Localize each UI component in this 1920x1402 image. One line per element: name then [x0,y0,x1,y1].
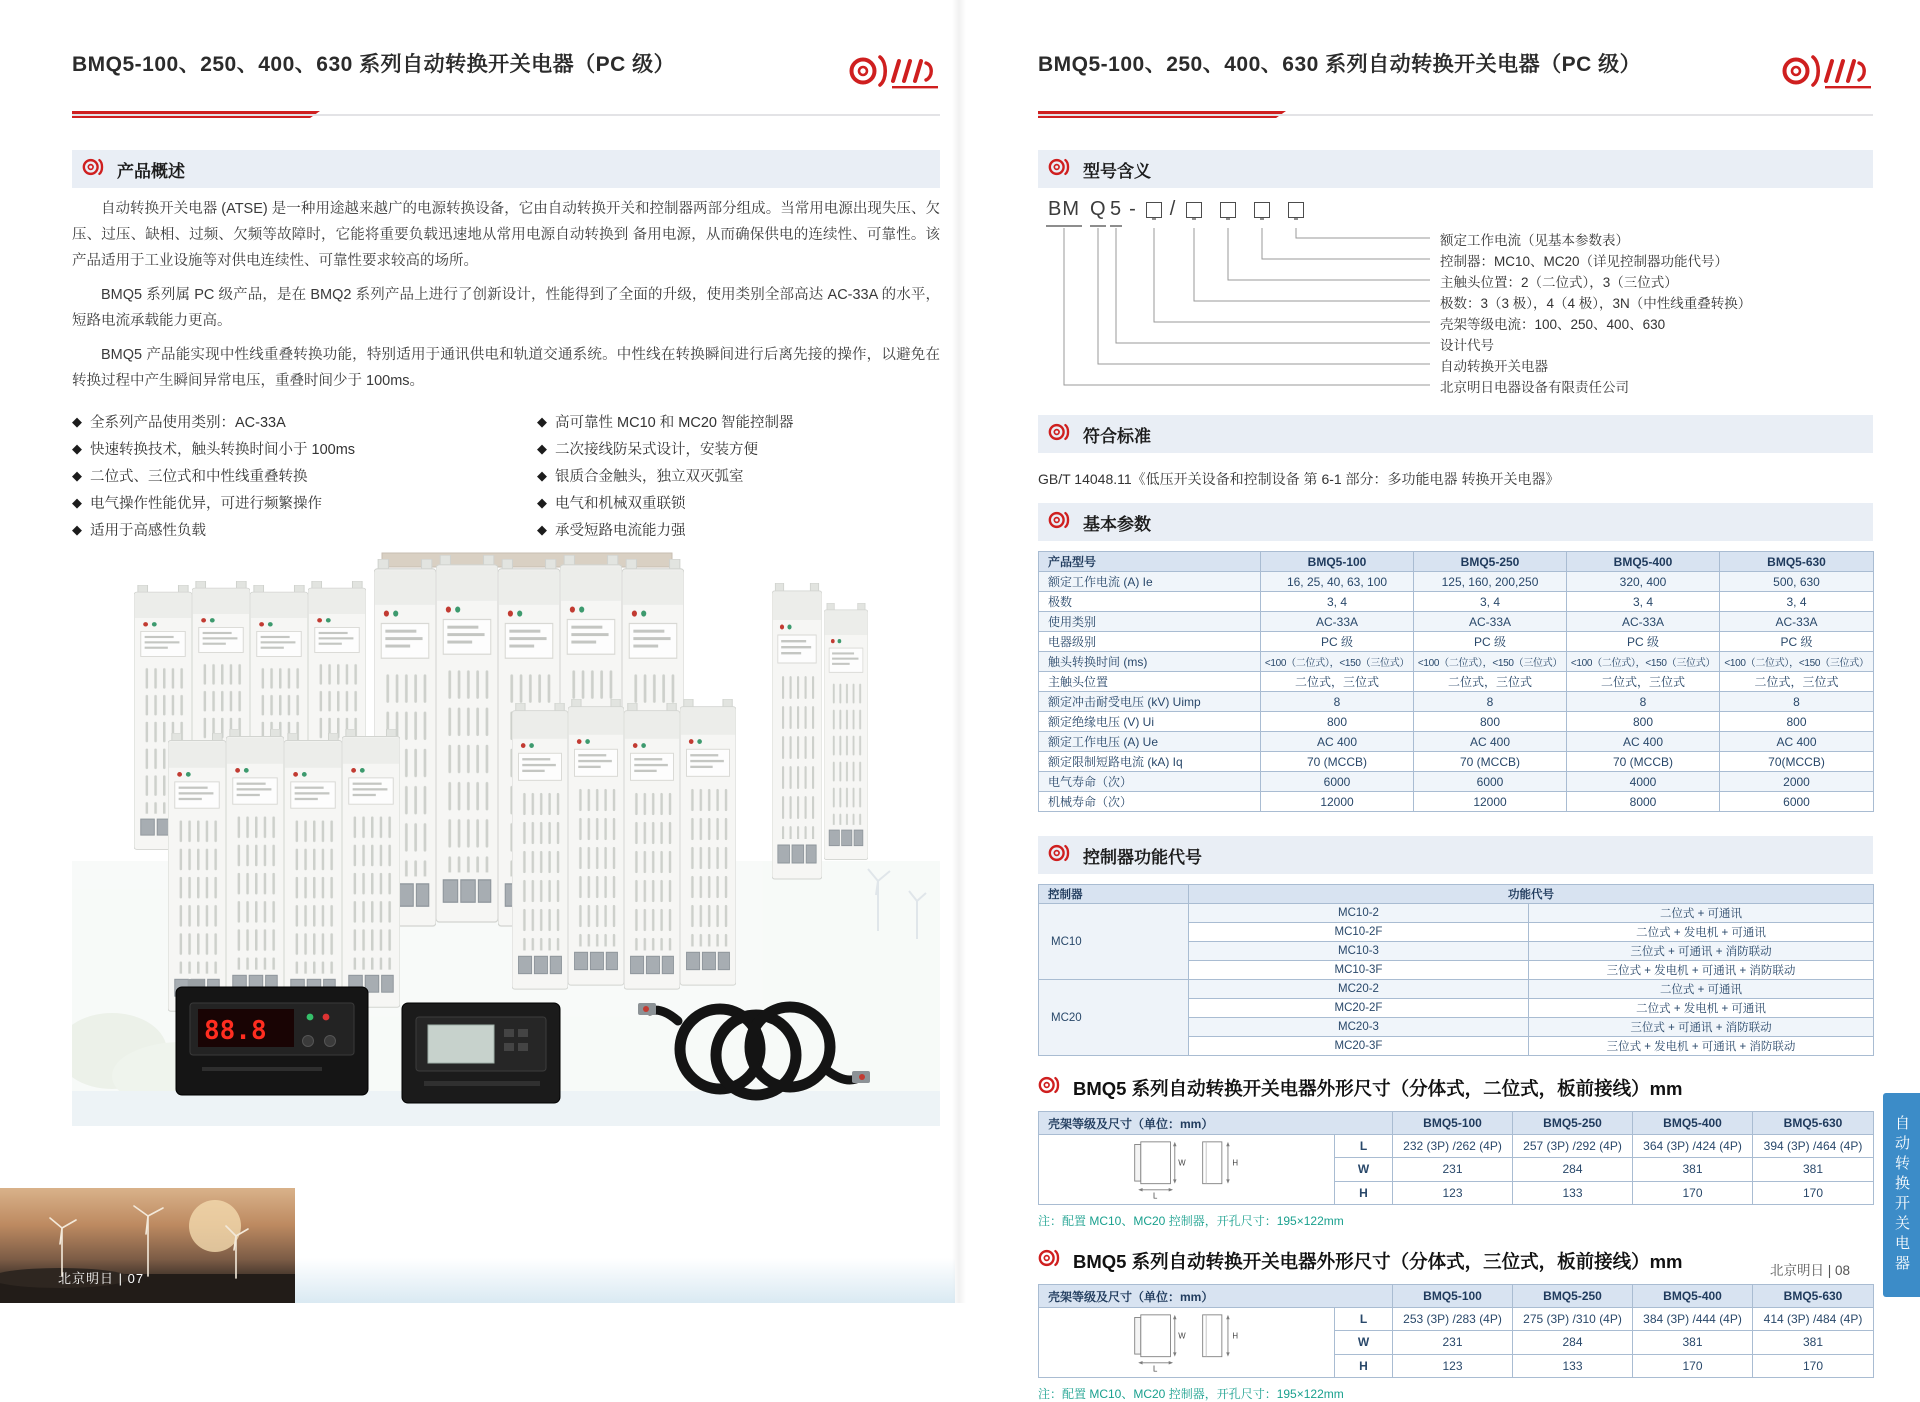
table-cell: <100（二位式），<150（三位式） [1720,652,1874,672]
table-cell: BMQ5-250 [1513,1112,1633,1135]
switch-tower-right [772,583,868,879]
dim-label-l: L [1152,1364,1157,1373]
model-code-diagram [1038,198,1873,403]
table-cell: MC20-2F [1189,999,1529,1018]
table-cell: 二位式 + 可通讯 [1529,904,1874,923]
section-heading: 产品概述 [117,161,185,181]
table-cell: 123 [1393,1181,1513,1204]
table-cell: 133 [1513,1181,1633,1204]
table-cell: 二位式，三位式 [1720,672,1874,692]
section-icon [82,156,104,183]
table-cell: 额定绝缘电压 (V) Ui [1039,712,1261,732]
table-cell: 253 (3P) /283 (4P) [1393,1308,1513,1331]
table-cell: 123 [1393,1354,1513,1377]
table-cell: PC 级 [1567,632,1720,652]
table-cell: BMQ5-630 [1753,1285,1874,1308]
table-cell: BMQ5-250 [1513,1285,1633,1308]
table-cell: 6000 [1261,772,1414,792]
table-cell: 384 (3P) /444 (4P) [1633,1308,1753,1331]
brand-ring-icon [1048,156,1070,178]
table-cell: 170 [1633,1181,1753,1204]
section-icon [1048,842,1070,869]
page-left [0,0,958,1303]
table-cell: MC10-3 [1189,942,1529,961]
table-cell: 额定工作电流 (A) Ie [1039,572,1261,592]
table-cell: 二位式 + 发电机 + 可通讯 [1529,923,1874,942]
diamond-bullet-icon: ◆ [537,413,547,429]
table-cell: 800 [1720,712,1874,732]
dimensions-3pos-table [1038,1284,1874,1378]
table-cell: 125, 160, 200,250 [1414,572,1567,592]
table-cell: 6000 [1720,792,1874,812]
overview-paragraphs [72,196,940,394]
footer-photo [0,1188,295,1303]
table-cell: BMQ5-400 [1567,552,1720,572]
table-cell: 170 [1753,1354,1874,1377]
section-icon [1048,509,1070,536]
table-cell: 364 (3P) /424 (4P) [1633,1135,1753,1158]
table-cell: 8000 [1567,792,1720,812]
table-cell: 394 (3P) /464 (4P) [1753,1135,1874,1158]
table-cell: BMQ5-100 [1261,552,1414,572]
table-cell: 额定限制短路电流 (kA) Iq [1039,752,1261,772]
feature-item [72,516,527,543]
table-cell: 3, 4 [1261,592,1414,612]
brand-ring-icon [1048,421,1070,443]
feature-item [72,489,527,516]
table-cell: AC-33A [1720,612,1874,632]
table-cell: 16, 25, 40, 63, 100 [1261,572,1414,592]
table-cell: MC10 [1039,904,1189,980]
table-cell: L [1335,1308,1393,1331]
table-cell: 170 [1633,1354,1753,1377]
feature-item [537,408,940,435]
table-cell: AC 400 [1720,732,1874,752]
model-code-box [1186,202,1202,218]
switch-group-front-left [168,729,400,1011]
table-cell: BMQ5-100 [1393,1285,1513,1308]
section-heading: 控制器功能代号 [1083,847,1202,867]
controller-lcd-unit [402,1003,560,1103]
table-cell: 275 (3P) /310 (4P) [1513,1308,1633,1331]
dimensions-2pos-note: 注：配置 MC10、MC20 控制器，开孔尺寸：195×122mm [1038,1214,1344,1228]
feature-item [537,462,940,489]
table-cell: BMQ5-400 [1633,1285,1753,1308]
table-cell: MC10-2 [1189,904,1529,923]
diamond-bullet-icon: ◆ [537,440,547,456]
overview-paragraph: BMQ5 系列属 PC 级产品，是在 BMQ2 系列产品上进行了创新设计，性能得到了全面的升级，使用类别全部高达 AC-33A 的水平，短路电流承载能力更高。 [72,287,940,329]
table-cell: 三位式 + 发电机 + 可通讯 + 消防联动 [1529,1037,1874,1056]
section-icon [1048,421,1070,448]
feature-list [72,408,940,543]
model-label: 设计代号 [1440,338,1494,353]
table-cell: 70(MCCB) [1720,752,1874,772]
diamond-bullet-icon: ◆ [72,494,82,510]
diamond-bullet-icon: ◆ [537,521,547,537]
diamond-bullet-icon: ◆ [537,467,547,483]
dimensions-2pos-table [1038,1111,1874,1205]
model-code-box [1254,202,1270,218]
table-cell: <100（二位式），<150（三位式） [1261,652,1414,672]
table-cell: BMQ5-630 [1753,1112,1874,1135]
page-title: BMQ5-100、250、400、630 系列自动转换开关电器（PC 级） [1038,53,1642,76]
table-cell: 三位式 + 发电机 + 可通讯 + 消防联动 [1529,961,1874,980]
table-cell: 381 [1633,1158,1753,1181]
table-cell: 额定冲击耐受电压 (kV) Uimp [1039,692,1261,712]
table-cell: <100（二位式），<150（三位式） [1567,652,1720,672]
feature-item [72,435,527,462]
table-cell [1039,1308,1335,1378]
table-cell: MC20-3F [1189,1037,1529,1056]
model-label: 主触头位置：2（二位式），3（三位式） [1440,275,1678,290]
brand-ring-icon [1048,509,1070,531]
dim-label-w: W [1177,1331,1186,1341]
table-cell: 12000 [1414,792,1567,812]
table-cell: 231 [1393,1331,1513,1354]
section-heading: 型号含义 [1083,161,1151,181]
table-cell: 381 [1633,1331,1753,1354]
table-cell: 3, 4 [1414,592,1567,612]
table-cell: 极数 [1039,592,1261,612]
feature-item [72,462,527,489]
model-label: 自动转换开关电器 [1440,359,1548,374]
table-cell: 8 [1567,692,1720,712]
table-cell: MC20 [1039,980,1189,1056]
table-cell: L [1335,1135,1393,1158]
section-heading: BMQ5 系列自动转换开关电器外形尺寸（分体式，三位式，板前接线）mm [1073,1250,1683,1272]
svg-text:88.8: 88.8 [204,1016,267,1046]
page-header [72,50,940,97]
table-cell: 257 (3P) /292 (4P) [1513,1135,1633,1158]
table-cell: 三位式 + 可通讯 + 消防联动 [1529,942,1874,961]
table-cell: 70 (MCCB) [1261,752,1414,772]
table-cell: 6000 [1414,772,1567,792]
table-cell: 284 [1513,1158,1633,1181]
shore-band [295,1258,955,1303]
model-label: 北京明日电器设备有限责任公司 [1440,380,1629,395]
table-cell: BMQ5-250 [1414,552,1567,572]
page-number-right: 北京明日 | 08 [1769,1263,1850,1278]
table-cell: MC20-2 [1189,980,1529,999]
section-heading: BMQ5 系列自动转换开关电器外形尺寸（分体式，二位式，板前接线）mm [1073,1077,1683,1099]
table-cell: 70 (MCCB) [1414,752,1567,772]
section-icon [1038,1247,1060,1274]
table-cell: 3, 4 [1720,592,1874,612]
table-cell: 二位式，三位式 [1261,672,1414,692]
dimension-drawing [1126,1309,1248,1373]
section-icon [1048,156,1070,183]
table-cell: 800 [1414,712,1567,732]
brand-logo [1781,50,1873,92]
section-dimensions-3pos [1038,1247,1873,1274]
feature-label: 全系列产品使用类别：AC-33A [90,415,286,431]
model-label: 极数：3（3 极），4（4 极），3N（中性线重叠转换） [1440,296,1752,311]
feature-label: 电气操作性能优异，可进行频繁操作 [90,496,322,512]
table-cell: 231 [1393,1158,1513,1181]
section-product-overview [72,150,940,188]
table-cell: 12000 [1261,792,1414,812]
table-cell: 壳架等级及尺寸（单位：mm） [1039,1112,1393,1135]
table-cell: 381 [1753,1331,1874,1354]
brand-ring-icon [1038,1247,1060,1269]
overview-paragraph: BMQ5 产品能实现中性线重叠转换功能，特别适用于通讯供电和轨道交通系统。中性线在转换瞬间进行后离先接的操作，以避免在转换过程中产生瞬间异常电压，重叠时间少于 100ms。 [72,347,940,389]
table-cell: 70 (MCCB) [1567,752,1720,772]
basic-params-table [1038,551,1874,812]
page-number-left: 北京明日 | 07 [58,1271,145,1286]
table-cell: 电气寿命（次） [1039,772,1261,792]
diamond-bullet-icon: ◆ [72,413,82,429]
table-cell: 381 [1753,1158,1874,1181]
table-cell: AC-33A [1414,612,1567,632]
model-code-box [1146,202,1162,218]
dim-label-h: H [1231,1158,1238,1168]
model-code-box [1288,202,1304,218]
section-icon [1038,1074,1060,1101]
page-title: BMQ5-100、250、400、630 系列自动转换开关电器（PC 级） [72,53,676,76]
table-cell: MC20-3 [1189,1018,1529,1037]
table-cell: BMQ5-400 [1633,1112,1753,1135]
model-code-char: Q [1090,198,1106,227]
table-cell: 800 [1261,712,1414,732]
feature-label: 高可靠性 MC10 和 MC20 智能控制器 [555,415,794,431]
section-controller-codes [1038,836,1873,874]
feature-label: 适用于高感性负载 [90,523,206,539]
table-cell: 二位式，三位式 [1567,672,1720,692]
table-cell: AC 400 [1261,732,1414,752]
table-cell: 二位式，三位式 [1414,672,1567,692]
table-cell: BMQ5-100 [1393,1112,1513,1135]
table-cell: <100（二位式），<150（三位式） [1414,652,1567,672]
table-cell: W [1335,1158,1393,1181]
table-cell: 8 [1414,692,1567,712]
table-cell: 二位式 + 发电机 + 可通讯 [1529,999,1874,1018]
table-cell: 控制器 [1039,885,1189,904]
section-standards [1038,415,1873,453]
table-cell: 电器级别 [1039,632,1261,652]
table-cell: 触头转换时间 (ms) [1039,652,1261,672]
brand-ring-icon [82,156,104,178]
table-cell: PC 级 [1414,632,1567,652]
table-cell: PC 级 [1720,632,1874,652]
diamond-bullet-icon: ◆ [72,440,82,456]
brand-logo-slot [848,50,940,97]
table-cell: 284 [1513,1331,1633,1354]
model-label: 壳架等级电流：100、250、400、630 [1440,317,1666,332]
table-cell: 320, 400 [1567,572,1720,592]
feature-label: 承受短路电流能力强 [555,523,686,539]
brand-logo [848,50,940,92]
page-header [1038,50,1873,97]
model-code-char: / [1169,198,1177,220]
model-code-char: - [1129,198,1137,220]
dim-label-w: W [1177,1158,1186,1168]
feature-item [537,516,940,543]
table-cell: 2000 [1720,772,1874,792]
controller-codes-table [1038,884,1874,1056]
model-label: 控制器：MC10、MC20（详见控制器功能代号） [1440,254,1729,269]
standards-text: GB/T 14048.11《低压开关设备和控制设备 第 6-1 部分：多功能电器 转换开关电器》 [1038,471,1560,487]
table-cell: 壳架等级及尺寸（单位：mm） [1039,1285,1393,1308]
table-cell: BMQ5-630 [1720,552,1874,572]
table-cell: MC10-3F [1189,961,1529,980]
diamond-bullet-icon: ◆ [72,521,82,537]
section-heading: 基本参数 [1083,514,1151,534]
model-code-box [1220,202,1236,218]
brand-logo-slot [1781,50,1873,97]
section-heading: 符合标准 [1083,426,1151,446]
table-cell: 使用类别 [1039,612,1261,632]
table-cell: W [1335,1331,1393,1354]
table-cell: H [1335,1181,1393,1204]
table-cell: AC-33A [1261,612,1414,632]
dimension-drawing [1126,1136,1248,1200]
brand-ring-icon [1038,1074,1060,1096]
table-cell: PC 级 [1261,632,1414,652]
dimensions-3pos-note: 注：配置 MC10、MC20 控制器，开孔尺寸：195×122mm [1038,1387,1344,1401]
table-cell: MC10-2F [1189,923,1529,942]
model-label: 额定工作电流（见基本参数表） [1440,233,1629,248]
feature-label: 电气和机械双重联锁 [555,496,686,512]
table-cell: H [1335,1354,1393,1377]
table-cell: 主触头位置 [1039,672,1261,692]
table-cell: AC 400 [1567,732,1720,752]
table-cell: 232 (3P) /262 (4P) [1393,1135,1513,1158]
diamond-bullet-icon: ◆ [537,494,547,510]
feature-label: 银质合金触头，独立双灭弧室 [555,469,744,485]
dim-label-l: L [1152,1191,1157,1200]
diamond-bullet-icon: ◆ [72,467,82,483]
product-photo [72,551,940,1126]
model-code-char: 5 [1110,198,1122,227]
feature-label: 二位式、三位式和中性线重叠转换 [90,469,308,485]
wind-turbine-scene [0,1188,295,1303]
feature-item [72,408,527,435]
dim-label-h: H [1231,1331,1238,1341]
table-cell: 8 [1720,692,1874,712]
table-cell: 3, 4 [1567,592,1720,612]
controller-display-unit [176,979,368,1095]
table-cell: 8 [1261,692,1414,712]
switch-group-mid-right [512,699,736,989]
feature-column-right [537,408,940,543]
table-cell: 机械寿命（次） [1039,792,1261,812]
table-cell: 产品型号 [1039,552,1261,572]
section-dimensions-2pos [1038,1074,1873,1101]
table-cell: 414 (3P) /484 (4P) [1753,1308,1874,1331]
table-cell: 额定工作电压 (A) Ue [1039,732,1261,752]
table-cell [1039,1135,1335,1205]
table-cell: 二位式 + 可通讯 [1529,980,1874,999]
table-cell: AC-33A [1567,612,1720,632]
page-right [960,0,1918,1401]
feature-label: 二次接线防呆式设计，安装方便 [555,442,758,458]
table-cell: 功能代号 [1189,885,1874,904]
table-cell: 170 [1753,1181,1874,1204]
title-rule [72,111,940,118]
side-tab: 自动转换开关电器 [1883,1093,1920,1297]
model-code-char: BM [1046,198,1082,227]
table-cell: 500, 630 [1720,572,1874,592]
feature-item [537,435,940,462]
table-cell: 133 [1513,1354,1633,1377]
table-cell: 4000 [1567,772,1720,792]
feature-item [537,489,940,516]
section-model-meaning [1038,150,1873,188]
brand-ring-icon [1048,842,1070,864]
table-cell: AC 400 [1414,732,1567,752]
table-cell: 800 [1567,712,1720,732]
section-basic-params [1038,503,1873,541]
feature-label: 快速转换技术，触头转换时间小于 100ms [90,442,356,458]
table-cell: 三位式 + 可通讯 + 消防联动 [1529,1018,1874,1037]
overview-paragraph: 自动转换开关电器 (ATSE) 是一种用途越来越广的电源转换设备，它由自动转换开关和控制器两部分组成。当常用电源出现失压、欠压、过压、缺相、过频、欠频等故障时，它能将重要负载迅速地从常用电源自动转换到 备用电源，从而确保供电的连续性、可靠性。该产品适用于工业设施等对供电连续性、可靠性要求较高的场所。 [72,201,940,269]
title-rule [1038,111,1873,118]
feature-column-left [72,408,527,543]
